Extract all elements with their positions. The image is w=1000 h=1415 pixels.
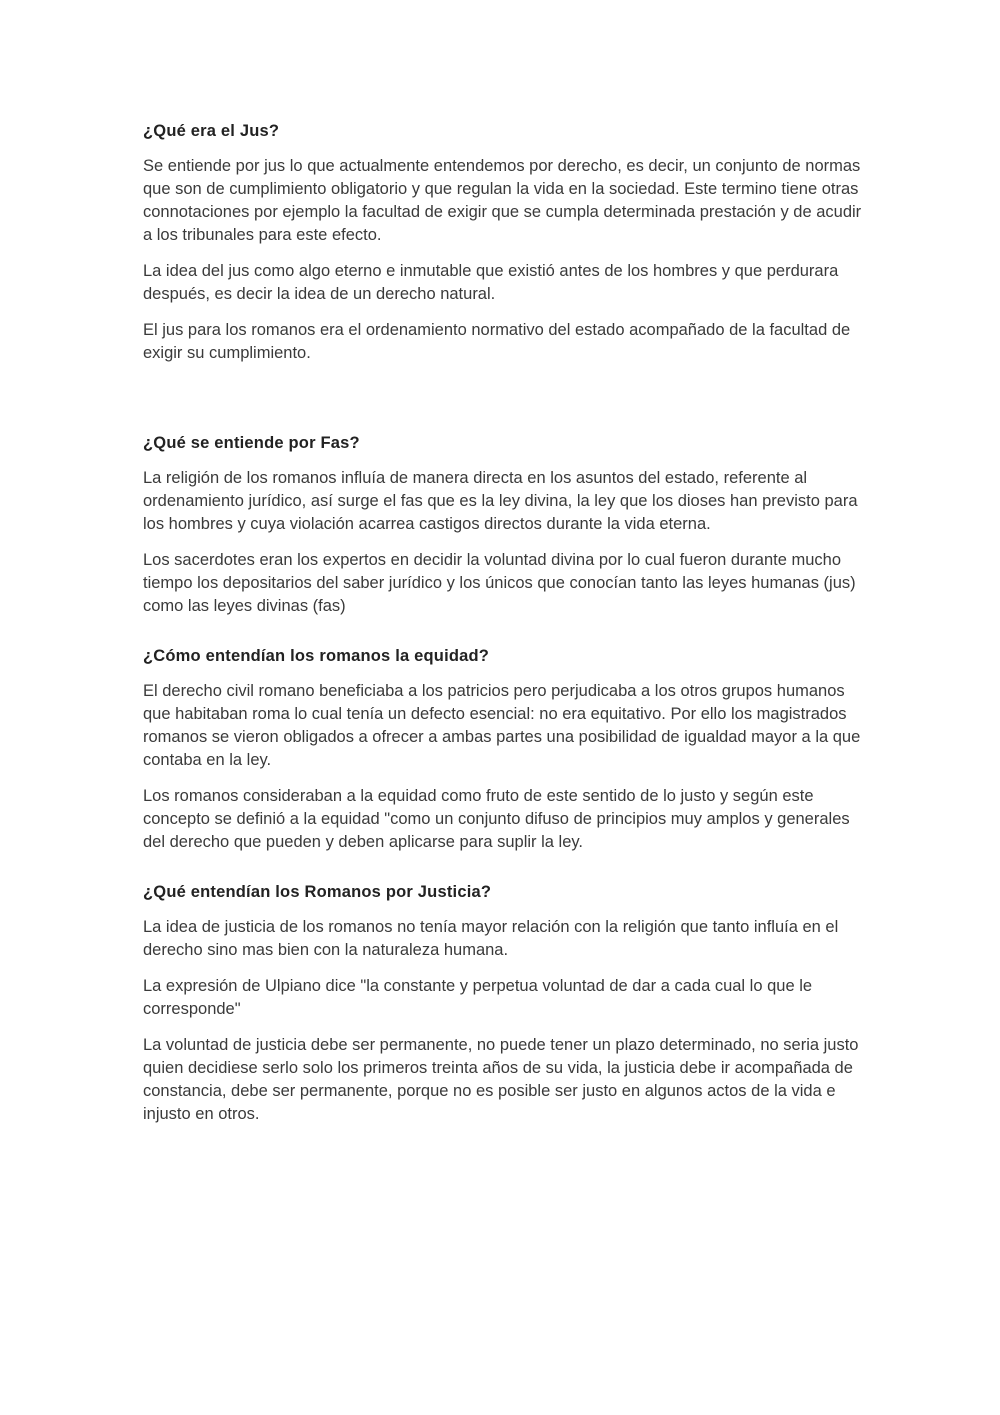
- paragraph: El jus para los romanos era el ordenamiento normativo del estado acompañado de la facultad de exigir su cumplimiento.: [143, 321, 851, 362]
- paragraph: La idea de justicia de los romanos no tenía mayor relación con la religión que tanto influía en el derecho sino mas bien con la naturaleza humana.: [143, 918, 839, 959]
- section-heading: ¿Qué entendían los Romanos por Justicia?: [143, 883, 492, 901]
- paragraph: La idea del jus como algo eterno e inmutable que existió antes de los hombres y que perdurara después, es decir la idea de un derecho natural.: [143, 262, 839, 303]
- section-heading: ¿Qué se entiende por Fas?: [143, 434, 360, 452]
- paragraph: La voluntad de justicia debe ser permanente, no puede tener un plazo determinado, no seria justo quien decidiese serlo solo los primeros treinta años de su vida, la justicia debe ir acompañada de constancia, debe ser permanente, porque no es posible ser justo en algunos actos de la vida e injusto en otros.: [143, 1036, 859, 1123]
- section-fas: [143, 432, 863, 618]
- paragraph: Se entiende por jus lo que actualmente entendemos por derecho, es decir, un conjunto de normas que son de cumplimiento obligatorio y que regulan la vida en la sociedad. Este termino tiene otras connotaciones por ejemplo la facultad de exigir que se cumpla determinada prestación y de acudir a los tribunales para este efecto.: [143, 157, 862, 244]
- paragraph: Los romanos consideraban a la equidad como fruto de este sentido de lo justo y según este concepto se definió a la equidad "como un conjunto difuso de principios muy amplos y generales del derecho que pueden y deben aplicarse para suplir la ley.: [143, 787, 850, 851]
- section-heading: ¿Cómo entendían los romanos la equidad?: [143, 647, 490, 665]
- section-jus: [143, 120, 863, 365]
- section-heading: ¿Qué era el Jus?: [143, 122, 280, 140]
- paragraph: La expresión de Ulpiano dice "la constante y perpetua voluntad de dar a cada cual lo que le corresponde": [143, 977, 813, 1018]
- document-page: [143, 120, 863, 1139]
- section-equidad: [143, 645, 863, 854]
- paragraph: El derecho civil romano beneficiaba a los patricios pero perjudicaba a los otros grupos humanos que habitaban roma lo cual tenía un defecto esencial: no era equitativo. Por ello los magistrados romanos se vieron obligados a ofrecer a ambas partes una posibilidad de igualdad mayor a la que contaba en la ley.: [143, 682, 861, 769]
- section-justicia: [143, 881, 863, 1126]
- paragraph: La religión de los romanos influía de manera directa en los asuntos del estado, referente al ordenamiento jurídico, así surge el fas que es la ley divina, la ley que los dioses han previsto para los hombres y cuya violación acarrea castigos directos durante la vida eterna.: [143, 469, 858, 533]
- paragraph: Los sacerdotes eran los expertos en decidir la voluntad divina por lo cual fueron durante mucho tiempo los depositarios del saber jurídico y los únicos que conocían tanto las leyes humanas (jus) como las leyes divinas (fas): [143, 551, 856, 615]
